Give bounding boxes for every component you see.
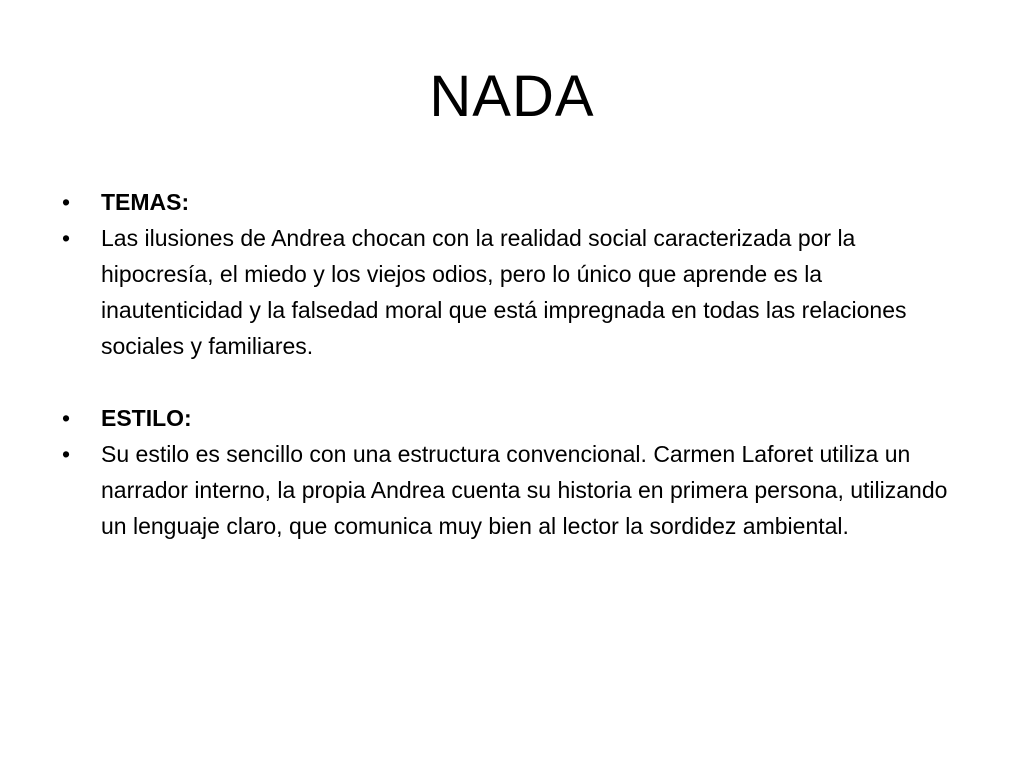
bullet-icon: • <box>62 189 71 215</box>
bullet-estilo-text <box>62 436 962 544</box>
temas-paragraph: Las ilusiones de Andrea chocan con la realidad social caracterizada por la hipocresía, el miedo y los viejos odios, pero lo único que aprende es la inautenticidad y la falsedad moral que está impregnada en todas las relaciones sociales y familiares. <box>101 225 907 359</box>
bullet-icon: • <box>62 441 71 467</box>
slide-body <box>62 184 962 544</box>
estilo-paragraph: Su estilo es sencillo con una estructura convencional. Carmen Laforet utiliza un narrador interno, la propia Andrea cuenta su historia en primera persona, utilizando un lenguaje claro, que comunica muy bien al lector la sordidez ambiental. <box>101 441 948 539</box>
bullet-temas-text <box>62 220 962 364</box>
heading-estilo: ESTILO: <box>101 405 192 431</box>
bullet-icon: • <box>62 405 71 431</box>
bullet-icon: • <box>62 225 71 251</box>
bullet-heading-estilo <box>62 400 962 436</box>
slide-title: NADA <box>429 64 595 129</box>
bullet-heading-temas <box>62 184 962 220</box>
heading-temas: TEMAS: <box>101 189 190 215</box>
section-spacer <box>62 364 962 400</box>
